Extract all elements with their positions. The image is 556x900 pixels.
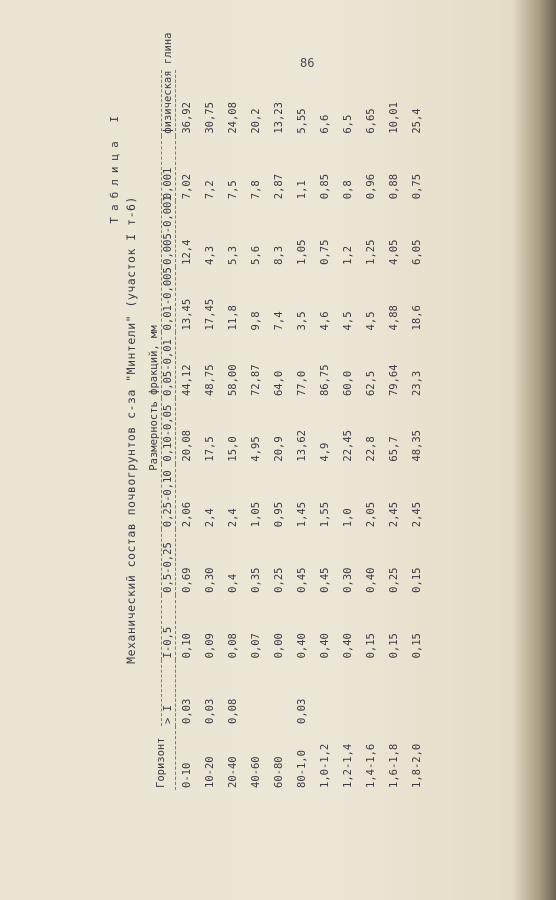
table-cell: 6,5 [342, 114, 354, 134]
table-cell: 17,45 [204, 298, 216, 331]
table-cell: 24,08 [227, 102, 239, 134]
table-row [268, 70, 291, 790]
table-cell: 0,30 [342, 567, 354, 593]
column-header: 0,001 [162, 167, 174, 200]
table-cell: 3,5 [296, 311, 308, 331]
table-cell: 4,95 [250, 436, 262, 462]
table-cell: 1,1 [296, 180, 308, 200]
table-cell [337, 660, 360, 726]
table-cell: 0,95 [273, 501, 285, 528]
column-header: I-0,5 [162, 626, 174, 659]
table-cell: 0,35 [250, 567, 262, 593]
table-row [176, 70, 200, 790]
table-cell: 0,4 [227, 573, 239, 593]
table-cell: 2,87 [273, 173, 285, 200]
table-cell: 1,55 [319, 501, 331, 528]
table-cell: 1,05 [250, 501, 262, 528]
table-cell [360, 660, 383, 726]
table-caption-label: Таблица I [108, 110, 121, 224]
table-cell: 1,0 [342, 508, 354, 528]
column-header: 0,05-0,01 [162, 339, 174, 397]
table-cell: 0,69 [181, 567, 193, 593]
table-cell: 0,75 [319, 239, 331, 265]
table-cell: 0,45 [319, 567, 331, 593]
table-cell: 0,25 [273, 567, 285, 593]
table-cell: 2,45 [388, 501, 400, 528]
table-cell [383, 660, 406, 726]
table-cell: 7,4 [273, 311, 285, 331]
table-cell: 0,07 [250, 633, 262, 659]
table-cell: 48,35 [411, 430, 423, 462]
table-cell: 0,03 [296, 698, 308, 724]
table-cell: 86,75 [319, 364, 331, 397]
table-cell: 4,5 [365, 311, 377, 331]
table-cell: 0,96 [365, 173, 377, 200]
row-horizon: 40-60 [250, 756, 262, 788]
table-cell: 0,08 [227, 633, 239, 659]
table-cell: 0,08 [227, 698, 239, 724]
table-cell: 0,03 [204, 698, 216, 724]
table-cell: 4,3 [204, 245, 216, 265]
table-cell: 1,2 [342, 245, 354, 265]
table-cell: 44,12 [181, 364, 193, 397]
table-cell: 1,05 [296, 239, 308, 265]
table-row [222, 70, 245, 790]
table-cell: 11,8 [227, 305, 239, 331]
table-cell: 17,5 [204, 436, 216, 462]
row-horizon: 1,0-1,2 [319, 743, 331, 788]
table-row [199, 70, 222, 790]
granulometry-table [148, 32, 429, 790]
table-cell: 62,5 [365, 370, 377, 397]
table-cell: 65,7 [388, 436, 400, 462]
table-cell: 2,05 [365, 501, 377, 528]
table-cell: 79,64 [388, 364, 400, 397]
table-cell: 36,92 [181, 102, 193, 134]
column-header: > I [162, 705, 174, 724]
table-cell: 12,4 [181, 239, 193, 265]
table-row [360, 70, 383, 790]
table-cell: 0,40 [319, 633, 331, 659]
row-horizon: 1,8-2,0 [411, 743, 423, 788]
table-cell [314, 660, 337, 726]
table-cell: 10,01 [388, 102, 400, 134]
table-cell: 0,15 [411, 567, 423, 593]
table-cell: 20,9 [273, 436, 285, 462]
table-cell: 18,6 [411, 305, 423, 331]
table-cell: 0,00 [273, 633, 285, 659]
table-cell: 58,00 [227, 364, 239, 397]
table-cell: 8,3 [273, 245, 285, 265]
table-cell: 2,4 [204, 508, 216, 528]
table-cell: 20,08 [181, 430, 193, 462]
column-header: 0,25-0,10 [162, 470, 174, 528]
column-header: 0,005-0,001 [162, 195, 174, 265]
table-cell: 4,9 [319, 442, 331, 462]
table-cell: 2,4 [227, 508, 239, 528]
rotated-table-block [100, 32, 530, 790]
table-cell: 13,62 [296, 430, 308, 462]
table-cell: 22,8 [365, 436, 377, 462]
table-row [406, 70, 429, 790]
table-body [176, 70, 430, 790]
table-cell: 9,8 [250, 311, 262, 331]
column-header: 0,5-0,25 [162, 542, 174, 593]
table-row [337, 70, 360, 790]
table-row [383, 70, 406, 790]
header-fraction-group: Размерность фракций, мм [148, 325, 160, 471]
table-cell: 13,23 [273, 102, 285, 134]
table-title: Механический состав почвогрунтов с-за "Минтели" (участок I т-6) [124, 196, 138, 664]
header-horizon: Горизонт [155, 737, 167, 788]
row-horizon: 0-10 [181, 762, 193, 788]
table-row [314, 70, 337, 790]
table-cell: 0,15 [388, 633, 400, 659]
table-cell: 2,06 [181, 501, 193, 528]
table-cell: 7,2 [204, 180, 216, 200]
table-cell: 0,15 [411, 633, 423, 659]
table-cell: 5,6 [250, 245, 262, 265]
table-cell: 0,40 [342, 633, 354, 659]
table-row [245, 70, 268, 790]
table-cell: 6,05 [411, 239, 423, 265]
table-cell: 4,88 [388, 305, 400, 331]
table-cell: 15,0 [227, 436, 239, 462]
table-cell [268, 660, 291, 726]
table-cell [245, 660, 268, 726]
table-cell: 7,02 [181, 173, 193, 200]
table-cell: 48,75 [204, 364, 216, 397]
row-horizon: 60-80 [273, 756, 285, 788]
table-cell: 1,25 [365, 239, 377, 265]
table-cell: 5,3 [227, 245, 239, 265]
table-cell: 0,03 [181, 698, 193, 724]
table-cell: 0,85 [319, 173, 331, 200]
table-cell: 22,45 [342, 430, 354, 462]
row-horizon: 10-20 [204, 756, 216, 788]
table-cell: 6,6 [319, 114, 331, 134]
table-cell: 13,45 [181, 298, 193, 331]
table-cell: 0,25 [388, 567, 400, 593]
table-cell: 4,6 [319, 311, 331, 331]
table-cell: 1,45 [296, 501, 308, 528]
table-cell: 5,55 [296, 108, 308, 134]
table-cell: 0,45 [296, 567, 308, 593]
table-cell: 7,8 [250, 180, 262, 200]
row-horizon: 1,4-1,6 [365, 743, 377, 788]
table-cell: 0,88 [388, 173, 400, 200]
table-cell: 72,87 [250, 364, 262, 397]
table-cell: 2,45 [411, 501, 423, 528]
table-cell: 30,75 [204, 102, 216, 134]
table-cell: 7,5 [227, 180, 239, 200]
table-cell: 6,65 [365, 108, 377, 134]
column-header: 0,01-0,005 [162, 267, 174, 331]
row-horizon: 1,6-1,8 [388, 743, 400, 788]
table-row [291, 70, 314, 790]
table-cell: 4,5 [342, 311, 354, 331]
table-cell: 64,0 [273, 370, 285, 397]
row-horizon: 80-1,0 [296, 750, 308, 788]
table-cell: 0,8 [342, 180, 354, 200]
table-cell: 0,75 [411, 173, 423, 200]
column-header: физическая глина [162, 32, 174, 134]
table-cell: 20,2 [250, 108, 262, 134]
table-cell: 0,40 [296, 633, 308, 659]
table-cell: 4,05 [388, 239, 400, 265]
table-cell: 0,15 [365, 633, 377, 659]
table-cell: 77,0 [296, 370, 308, 397]
column-header: 0,10-0,05 [162, 404, 174, 462]
table-cell [406, 660, 429, 726]
table-cell: 0,40 [365, 567, 377, 593]
table-cell: 25,4 [411, 108, 423, 134]
table-cell: 0,10 [181, 633, 193, 659]
table-cell: 0,30 [204, 567, 216, 593]
row-horizon: 1,2-1,4 [342, 743, 354, 788]
table-cell: 23,3 [411, 370, 423, 397]
page-number: 86 [300, 56, 315, 70]
table-cell: 0,09 [204, 633, 216, 659]
row-horizon: 20-40 [227, 756, 239, 788]
column-header-row [162, 70, 176, 790]
table-cell: 60,0 [342, 370, 354, 397]
